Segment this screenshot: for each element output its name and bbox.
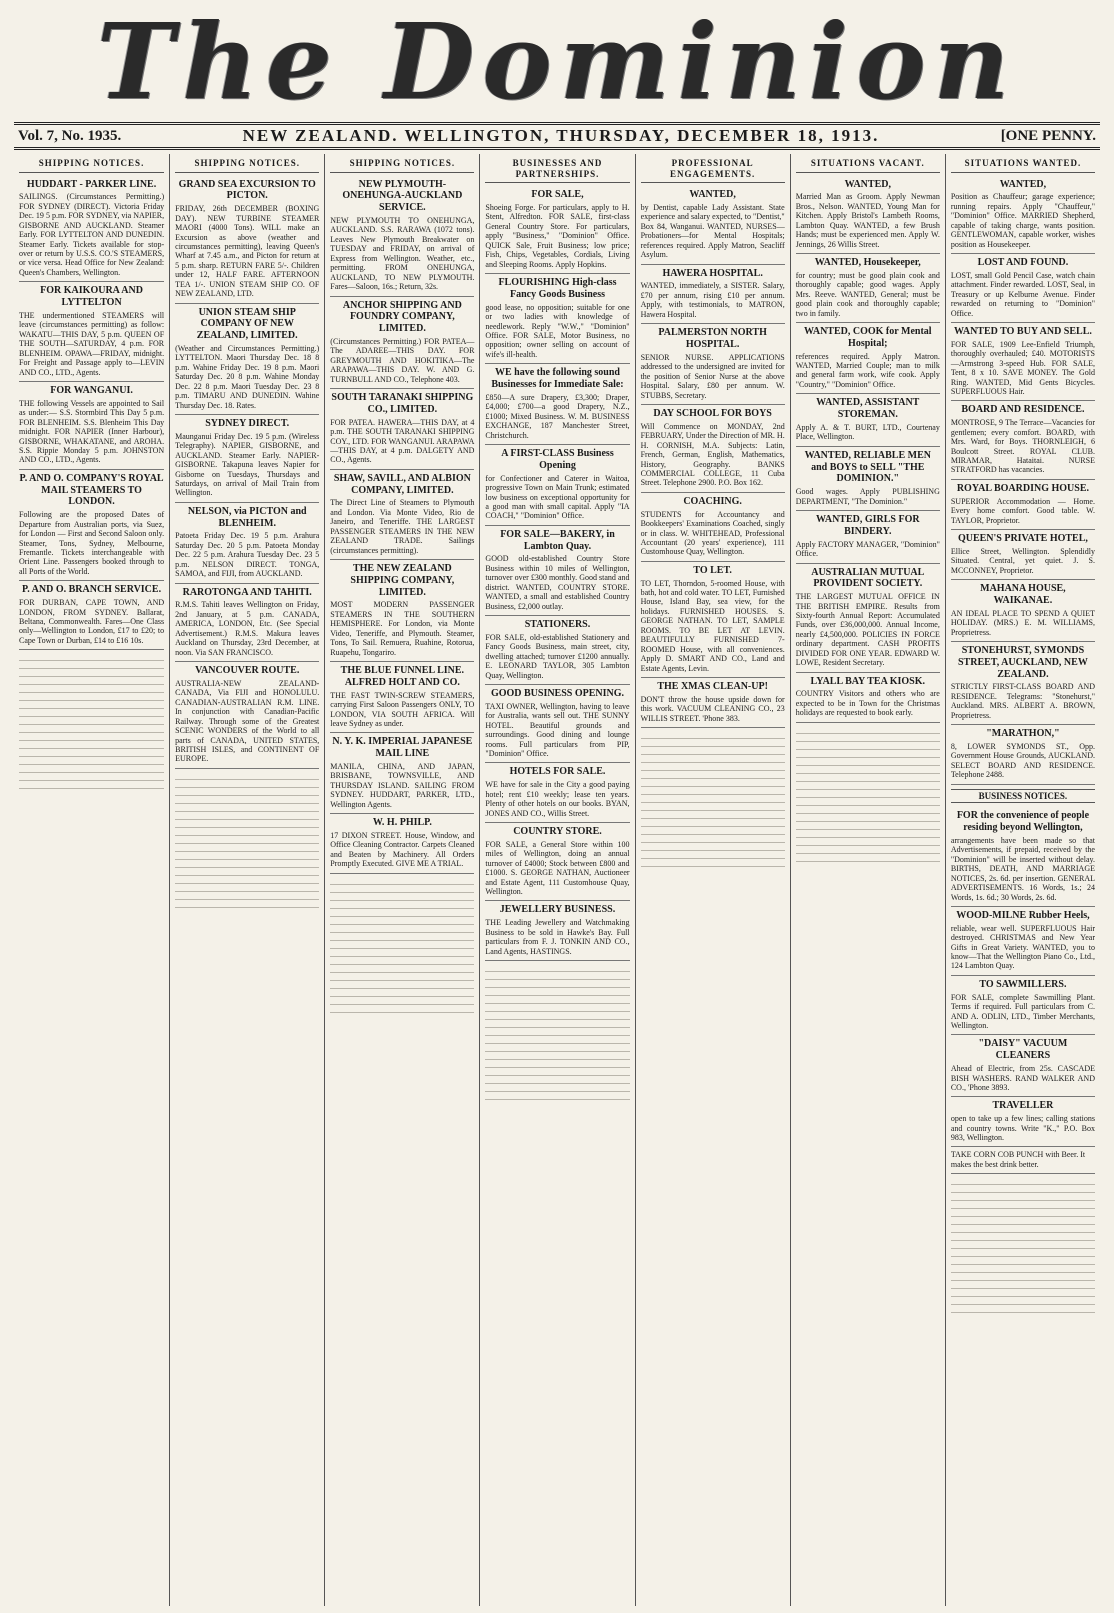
advertisement xyxy=(19,470,164,581)
advertisement xyxy=(951,725,1095,785)
advertisement xyxy=(175,304,319,415)
advertisement xyxy=(330,662,474,733)
advertisement-title: FLOURISHING High-class Fancy Goods Business xyxy=(498,277,617,300)
advertisement-title: WANTED TO BUY AND SELL. xyxy=(953,326,1092,338)
advertisement-title: COACHING. xyxy=(683,495,742,507)
advertisement-body: SAILINGS. (Circumstances Permitting.) FOR SYDNEY (DIRECT). Victoria Friday Dec. 19 5 p.m. FOR SYDNEY, via NAPIER, GISBORNE AND AUCKLAND. Steamer Early. FOR LYTTELTON AND DUNEDIN. Steamer Early. Tickets available for stop-over or return by U.S.S. CO.'S STEAMERS, or vice versa. Head Office for New Zealand: Queen's Chambers, Wellington. xyxy=(19,192,165,277)
business-notice-title: WOOD-MILNE Rubber Heels, xyxy=(956,909,1090,921)
advertisement-title: MAHANA HOUSE, WAIKANAE. xyxy=(980,583,1066,606)
advertisement-title: NELSON, via PICTON and BLENHEIM. xyxy=(187,505,307,529)
dense-text-filler xyxy=(330,877,474,1017)
advertisement-title: WANTED, Housekeeper, xyxy=(814,257,921,269)
advertisement-body: FOR DURBAN, CAPE TOWN, AND LONDON, FROM SYDNEY. Ballarat, Beltana, Commonwealth. Fares—One Class only—Wellington to London, £17 to £20; to Cape Town or Durban, £14 to £16 10s. xyxy=(19,598,165,645)
business-notice xyxy=(951,807,1095,907)
advertisement-body: Apply A. & T. BURT, LTD., Courtenay Place, Wellington. xyxy=(795,422,940,442)
advertisement-title: JEWELLERY BUSINESS. xyxy=(499,904,616,916)
advertisement xyxy=(485,526,629,616)
business-notice-body: Ahead of Electric, from 25s. CASCADE BISH WASHERS. RAND WALKER AND CO., 'Phone 3893. xyxy=(950,1064,1095,1092)
advertisement xyxy=(485,763,629,823)
advertisement-title: WANTED, ASSISTANT STOREMAN. xyxy=(816,397,920,421)
advertisement xyxy=(485,685,629,763)
advertisement-title: WANTED, COOK for Mental Hospital; xyxy=(803,326,932,349)
advertisement-title: QUEEN'S PRIVATE HOTEL, xyxy=(957,532,1088,544)
advertisement-body: TAXI OWNER, Wellington, having to leave for Australia, wants sell out. THE SUNNY HOTEL. Beautiful grounds and surroundings. Good dining and lounge rooms. Full particulars from PIP, "Dominion" Office. xyxy=(485,701,630,759)
advertisement-title: WE have the following sound Businesses for Immediate Sale: xyxy=(491,367,624,391)
advertisement-title: SOUTH TARANAKI SHIPPING CO., LIMITED. xyxy=(331,392,474,415)
column-6 xyxy=(790,154,945,1606)
advertisement-body: THE LARGEST MUTUAL OFFICE IN THE BRITISH EMPIRE. Results from Sixty-fourth Annual Report: Accumulated Funds, over £36,000,000. Annual Income, nearly £4,500,000. POLICIES IN FORCE ordinary department. CASH PROFITS DIVIDED FOR ONE YEAR. EDWARD W. LOWE, Resident Secretary. xyxy=(795,592,940,668)
advertisement-title: RAROTONGA AND TAHITI. xyxy=(182,586,312,598)
advertisement-body: Married Man as Groom. Apply Newman Bros., Nelson. WANTED, Young Man for Kitchen. Apply Bristol's Lambeth Rooms, Lambton Quay. WANTED, a few Brush Hands; must be experienced men. Apply W. Jennings, 26 Willis Street. xyxy=(795,192,940,249)
advertisement-body: FOR SALE, old-established Stationery and Fancy Goods Business, main street, city, dwelling attached; turnover £1200 annually. E. LEONARD TAYLOR, 305 Lambton Quay, Wellington. xyxy=(485,632,630,680)
advertisement-body: GOOD old-established Country Store Business within 10 miles of Wellington, turnover over £300 monthly. Good stand and district. WANTED, COUNTRY STORE. WANTED, a small and established Country Business, £2,000 outlay. xyxy=(485,554,630,611)
advertisement xyxy=(641,186,785,264)
advertisement-body: Good wages. Apply PUBLISHING DEPARTMENT, "The Dominion." xyxy=(795,487,940,506)
column-heading: SITUATIONS VACANT. xyxy=(796,156,940,173)
advertisement-body: AN IDEAL PLACE TO SPEND A QUIET HOLIDAY. (MRS.) E. M. WILLIAMS, Proprietress. xyxy=(950,608,1095,637)
advertisement-body: FOR SALE, 1909 Lee-Enfield Triumph, thoroughly overhauled; £40. MOTORISTS—Armstrong 3-speed Hub. FOR SALE, Tent, 8 x 10. SAVE MONEY. The Gold Ring. WANTED, Mid Gents Bicycles. SUPERFLUOUS Hair. xyxy=(950,339,1095,396)
advertisement-title: HAWERA HOSPITAL. xyxy=(662,267,763,279)
advertisement xyxy=(330,176,474,297)
advertisement-body: MONTROSE, 9 The Terrace—Vacancies for gentlemen; every comfort. BOARD, with Mrs. Ward, for Boys. THORNLEIGH, 6 Boulcott Street. ROYAL CLUB. MIRAMAR, Hataitai. NURSE STRATFORD has vacancies. xyxy=(950,418,1095,475)
columns-grid xyxy=(14,154,1100,1606)
dense-text-filler xyxy=(951,1177,1095,1317)
advertisement-title: BOARD AND RESIDENCE. xyxy=(961,404,1085,416)
advertisement xyxy=(641,265,785,325)
advertisement xyxy=(485,445,629,526)
column-3 xyxy=(324,154,479,1606)
advertisement xyxy=(796,673,940,723)
dateline xyxy=(14,122,1100,150)
advertisement xyxy=(796,323,940,394)
advertisement-body: Patoeta Friday Dec. 19 5 p.m. Arahura Saturday Dec. 20 5 p.m. Patoeta Monday Dec. 22 5 p.m. Arahura Tuesday Dec. 23 5 p.m. NELSON DIRECT. TONGA, SAMOA, and FIJI, from AUCKLAND. xyxy=(175,531,320,579)
advertisement xyxy=(175,415,319,503)
advertisement xyxy=(19,176,164,283)
advertisement-title: THE BLUE FUNNEL LINE. ALFRED HOLT AND CO. xyxy=(340,665,465,688)
advertisement-title: ROYAL BOARDING HOUSE. xyxy=(956,482,1089,494)
advertisement xyxy=(641,562,785,678)
volume-number: Vol. 7, No. 1935. xyxy=(18,127,122,144)
advertisement xyxy=(175,503,319,584)
advertisement-body: MOST MODERN PASSENGER STEAMERS IN THE SOUTHERN HEMISPHERE. For London, via Monte Video, Teneriffe, and Plymouth. Steamer, Tons, To Sail. Remuera, Ruahine, Rotorua, Ruapehu, Tongariro. xyxy=(330,600,475,657)
advertisement-body: LOST, small Gold Pencil Case, watch chain attachment. Finder rewarded. LOST, Seal, in Treasury or up Kelburne Avenue. Finder rewarded on returning to "Dominion" Office. xyxy=(950,270,1095,318)
advertisement xyxy=(951,401,1095,479)
advertisement xyxy=(485,823,629,901)
dense-text-filler xyxy=(485,964,629,1104)
advertisement-body: 17 DIXON STREET. House, Window, and Office Cleaning Contractor. Carpets Cleaned and Beaten by Machinery. All Orders Promptly Executed. GIVE ME A TRIAL. xyxy=(330,831,475,869)
price: [ONE PENNY. xyxy=(1000,127,1096,144)
advertisement-title: THE NEW ZEALAND SHIPPING COMPANY, LIMITED. xyxy=(350,563,455,598)
advertisement xyxy=(330,814,474,874)
advertisement-title: ANCHOR SHIPPING AND FOUNDRY COMPANY, LIMITED. xyxy=(342,299,462,335)
advertisement xyxy=(19,382,164,470)
column-heading: SHIPPING NOTICES. xyxy=(175,156,319,173)
advertisement-body: £850—A sure Drapery, £3,300; Draper, £4,000; £700—a good Drapery, N.Z., £1000; Mixed Business. W. M. BUSINESS EXCHANGE, 187 Manchester Street, Christchurch. xyxy=(485,392,630,440)
advertisement-body: FOR PATEA. HAWERA—THIS DAY, at 4 p.m. THE SOUTH TARANAKI SHIPPING COY., LTD. FOR WANGANUI. ARAPAWA—THIS DAY, at 4 p.m. DALGETY AND CO., Agents. xyxy=(330,417,475,465)
advertisement xyxy=(485,274,629,364)
column-heading: SHIPPING NOTICES. xyxy=(330,156,474,173)
advertisement-body: NEW PLYMOUTH TO ONEHUNGA, AUCKLAND. S.S. RARAWA (1072 tons). Leaves New Plymouth Breakwater on TUESDAY and FRIDAY, on arrival of Express from Wellington. Weather, etc., permitting. FROM ONEHUNGA, AUCKLAND, TO NEW PLYMOUTH. Fares—Saloon, 16s.; Return, 32s. xyxy=(330,216,475,292)
advertisement-title: FOR SALE, xyxy=(531,189,584,201)
advertisement xyxy=(796,176,940,254)
business-notice-title: FOR the convenience of people residing beyond Wellington, xyxy=(956,810,1090,834)
dense-text-filler xyxy=(19,653,164,793)
advertisement xyxy=(330,560,474,662)
advertisement-title: WANTED, xyxy=(844,178,891,190)
column-heading: PROFESSIONAL ENGAGEMENTS. xyxy=(641,156,785,183)
advertisement-body: (Circumstances Permitting.) FOR PATEA—The ADAREE—THIS DAY. FOR GREYMOUTH AND HOKITIKA—The ARAPAWA—THIS DAY. W. AND G. TURNBULL AND CO., Telephone 403. xyxy=(330,336,475,384)
advertisement xyxy=(951,642,1095,725)
advertisement xyxy=(19,282,164,382)
advertisement xyxy=(485,364,629,445)
advertisement-body: Ellice Street, Wellington. Splendidly Situated. Central, yet quiet. J. S. MCCONNEY, Proprietor. xyxy=(950,546,1095,575)
business-notice-body: reliable, wear well. SUPERFLUOUS Hair destroyed. CHRISTMAS and New Year Gifts in Great Variety. WANTED, you to know—That the Wellington Piano Co., Ltd., 124 Lambton Quay. xyxy=(950,923,1095,971)
advertisement-title: THE XMAS CLEAN-UP! xyxy=(657,680,768,692)
column-1 xyxy=(14,154,169,1606)
advertisement xyxy=(641,493,785,562)
advertisement-title: AUSTRALIAN MUTUAL PROVIDENT SOCIETY. xyxy=(811,566,925,590)
advertisement-title: NEW PLYMOUTH-ONEHUNGA-AUCKLAND SERVICE. xyxy=(342,178,463,214)
advertisement-title: A FIRST-CLASS Business Opening xyxy=(501,448,614,471)
business-notice-title: TO SAWMILLERS. xyxy=(979,978,1067,990)
advertisement xyxy=(485,901,629,961)
advertisement-body: FRIDAY, 26th DECEMBER (BOXING DAY). NEW TURBINE STEAMER MAORI (4000 Tons). WILL make an Excursion as above (weather and circumstances permitting), leaving Queen's Wharf at 7.45 a.m., and Picton for return at 5 p.m. sharp. RETURN FARE 5/-. Children under 12, HALF FARE. AFTERNOON TEA 1/-. UNION STEAM SHIP CO. OF NEW ZEALAND, LTD. xyxy=(175,204,320,299)
business-notices-heading: BUSINESS NOTICES. xyxy=(951,789,1095,804)
advertisement-body: STUDENTS for Accountancy and Bookkeepers' Examinations Coached, singly or in class. W. WHITEHEAD, Professional Accountant (20 years' experience), 111 Customhouse Quay, Wellington. xyxy=(640,509,785,557)
advertisement xyxy=(641,405,785,493)
advertisement-title: FOR KAIKOURA AND LYTTELTON xyxy=(40,285,143,309)
business-notice xyxy=(951,907,1095,976)
advertisement-title: STONEHURST, SYMONDS STREET, AUCKLAND, NEW ZEALAND. xyxy=(957,644,1088,680)
advertisement-title: SYDNEY DIRECT. xyxy=(205,418,290,430)
dense-text-filler xyxy=(796,726,940,866)
advertisement-title: UNION STEAM SHIP COMPANY OF NEW ZEALAND, LIMITED. xyxy=(196,306,298,342)
corn-cob-punch-notice: TAKE CORN COB PUNCH with Beer. It makes the best drink better. xyxy=(951,1147,1095,1174)
advertisement-title: DAY SCHOOL FOR BOYS xyxy=(653,407,772,419)
advertisement-body: R.M.S. Tahiti leaves Wellington on Friday, 2nd January, at 5 p.m. CANADA, AMERICA, LONDON, Etc. (See Special Advertisement.) R.M.S. Makura leaves Auckland on Thursday, 23rd December, at noon. Via SAN FRANCISCO. xyxy=(175,600,320,657)
advertisement-body: STRICTLY FIRST-CLASS BOARD AND RESIDENCE. Telegrams: "Stonehurst," Auckland. MRS. ALBERT A. BROWN, Proprietress. xyxy=(950,682,1095,720)
advertisement xyxy=(951,323,1095,401)
advertisement-body: COUNTRY Visitors and others who are expected to be in Town for the Christmas holidays are requested to book early. xyxy=(795,689,940,718)
advertisement xyxy=(951,480,1095,530)
advertisement-body: references required. Apply Matron. WANTED, Married Couple; man to milk and general farm work, wife cook. Apply "Country," "Dominion" Office. xyxy=(795,351,940,389)
advertisement-body: THE undermentioned STEAMERS will leave (circumstances permitting) as follow: WAKATU—THIS DAY, 5 p.m. QUEEN OF THE SOUTH—SATURDAY, 4 p.m. FOR BLENHEIM. OPAWA—FRIDAY, midnight. For Freight and Passage apply to—LEVIN AND CO., LTD., Agents. xyxy=(19,310,165,377)
advertisement-title: SHAW, SAVILL, AND ALBION COMPANY, LIMITED. xyxy=(333,472,471,496)
dense-text-filler xyxy=(641,731,785,871)
advertisement-body: Maunganui Friday Dec. 19 5 p.m. (Wireless Telegraphy). NAPIER, GISBORNE, and AUCKLAND. Steamer Early. NAPIER-GISBORNE. Takapuna leaves Napier for Gisborne on Tuesdays, Thursdays and Saturdays, on arrival of Mail Train from Wellington. xyxy=(175,431,320,498)
advertisement xyxy=(951,176,1095,254)
advertisement-body: MANILA, CHINA, AND JAPAN, BRISBANE, TOWNSVILLE, AND THURSDAY ISLAND. SAILING FROM SYDNEY. HUDDART, PARKER, LTD., Wellington Agents. xyxy=(330,762,475,809)
advertisement-body: AUSTRALIA-NEW ZEALAND-CANADA, Via FIJI and HONOLULU. CANADIAN-AUSTRALIAN R.M. LINE. In conjunction with Canadian-Pacific Railway. Through some of the Greatest SCENIC WONDERS of the World to all parts of CANADA, UNITED STATES, BRITISH ISLES, and CONTINENT OF EUROPE. xyxy=(175,678,320,764)
dense-text-filler xyxy=(175,772,319,912)
advertisement-title: W. H. PHILP. xyxy=(372,817,432,829)
advertisement xyxy=(641,324,785,405)
advertisement-title: PALMERSTON NORTH HOSPITAL. xyxy=(658,327,767,350)
column-heading: SITUATIONS WANTED. xyxy=(951,156,1095,173)
business-notice-title: "DAISY" VACUUM CLEANERS xyxy=(978,1038,1068,1062)
advertisement-body: by Dentist, capable Lady Assistant. State experience and salary expected, to "Dentist," Box 84, Wanganui. WANTED, NURSES—Probationers—for Mental Hospitals; references required. Apply Matron, Seacliff Asylum. xyxy=(640,203,785,260)
advertisement-body: THE following Vessels are appointed to Sail as under:— S.S. Stormbird This Day 5 p.m. FOR BLENHEIM. S.S. Blenheim This Day midnight. FOR NAPIER (Inner Harbour), GISBORNE, WHAKATANE, and AROHA. S.S. Rippie Monday 5 p.m. JOHNSTON AND CO., LTD., Agents. xyxy=(19,398,165,465)
advertisement-body: SENIOR NURSE. APPLICATIONS addressed to the undersigned are invited for the position of Senior Nurse at the above Hospital. Salary, £80 per annum. W. STUBBS, Secretary. xyxy=(640,352,785,400)
advertisement-title: GRAND SEA EXCURSION TO PICTON. xyxy=(178,178,316,202)
advertisement xyxy=(330,297,474,390)
advertisement xyxy=(796,447,940,511)
advertisement-title: HUDDART - PARKER LINE. xyxy=(26,178,157,190)
advertisement-body: Position as Chauffeur; garage experience; running repairs. Apply "Chauffeur," "Dominion" Office. MARRIED Shepherd, capable of taking charge, wants position. GENTLEWOMAN, capable worker, wishes position as Housekeeper. xyxy=(950,192,1095,249)
advertisement-title: N. Y. K. IMPERIAL JAPANESE MAIL LINE xyxy=(332,736,473,760)
advertisement-title: VANCOUVER ROUTE. xyxy=(195,665,300,677)
advertisement-body: Apply FACTORY MANAGER, "Dominion" Office. xyxy=(795,539,940,559)
business-notice xyxy=(951,1035,1095,1097)
advertisement xyxy=(951,580,1095,642)
advertisement-body: WE have for sale in the City a good paying hotel; rent £10 weekly; lease ten years. Plenty of other hotels on our books. BYAN, JONES AND CO., Willis Street. xyxy=(485,780,630,818)
business-notice-title: TRAVELLER xyxy=(992,1100,1054,1112)
advertisement-body: 8, LOWER SYMONDS ST., Opp. Government House Grounds, AUCKLAND. SELECT BOARD AND RESIDENCE. Telephone 2488. xyxy=(950,741,1095,780)
advertisement-title: "MARATHON," xyxy=(986,728,1060,740)
advertisement xyxy=(641,678,785,728)
advertisement xyxy=(796,511,940,563)
column-2 xyxy=(169,154,324,1606)
advertisement-body: THE FAST TWIN-SCREW STEAMERS, carrying First Saloon Passengers ONLY, TO LONDON, VIA SOUTH AFRICA. Will leave Sydney as under. xyxy=(330,690,475,728)
business-notice-body: arrangements have been made so that Advertisements, if prepaid, received by the "Dominion" will be inserted without delay. BIRTHS, DEATH, AND MARRIAGE NOTICES, 2s. 6d. per insertion. GENERAL ADVERTISEMENTS. 16 Words, 1s.; 24 Words, 1s. 6d.; 30 Words, 2s. 6d. xyxy=(950,835,1095,902)
advertisement-title: P. AND O. BRANCH SERVICE. xyxy=(22,584,162,596)
advertisement-title: WANTED, RELIABLE MEN and BOYS to SELL "THE DOMINION." xyxy=(804,449,931,485)
business-notice xyxy=(951,1097,1095,1147)
column-heading: SHIPPING NOTICES. xyxy=(19,156,164,173)
advertisement-title: WANTED, GIRLS FOR BINDERY. xyxy=(815,514,920,537)
advertisement xyxy=(951,530,1095,580)
place-date: NEW ZEALAND. WELLINGTON, THURSDAY, DECEMBER 18, 1913. xyxy=(242,126,880,145)
advertisement xyxy=(485,186,629,274)
advertisement xyxy=(796,394,940,446)
advertisement-title: GOOD BUSINESS OPENING. xyxy=(490,688,625,700)
advertisement-body: (Weather and Circumstances Permitting.) LYTTELTON. Maori Thursday Dec. 18 8 p.m. Wahine Friday Dec. 19 8 p.m. Maori Saturday Dec. 20 8 p.m. Wahine Monday Dec. 22 8 p.m. Maori Tuesday Dec. 23 8 p.m. TIMARU AND DUNEDIN. Wahine Thursday Dec. 18. Rates. xyxy=(175,343,320,410)
advertisement-title: P. AND O. COMPANY'S ROYAL MAIL STEAMERS TO LONDON. xyxy=(19,472,164,508)
advertisement-body: SUPERIOR Accommodation — Home. Every home comfort. Good table. W. TAYLOR, Proprietor. xyxy=(950,496,1095,525)
advertisement-title: LOST AND FOUND. xyxy=(977,257,1069,269)
masthead-title: The Dominion xyxy=(96,0,1018,123)
column-7 xyxy=(945,154,1100,1606)
advertisement-body: TO LET, Thorndon, 5-roomed House, with bath, hot and cold water. TO LET, Furnished House, Island Bay, sea view, for the holidays. FURNISHED HOUSES. S. GEORGE NATHAN. TO LET, SAMPLE ROOMS. TO BE LET AT LEVIN. BEAUTIFULLY FURNISHED 7-ROOMED House, with all conveniences. Apply D. SMART AND CO., Land and Estate Agents, Levin. xyxy=(640,578,785,673)
advertisement-body: for Confectioner and Caterer in Waitoa, progressive Town on Main Trunk; estimated low business on exceptional opportunity for a good man with small capital. Apply "IA COACH," "Dominion" Office. xyxy=(485,473,630,521)
advertisement-title: TO LET. xyxy=(693,564,732,576)
advertisement-title: WANTED, xyxy=(999,178,1047,190)
advertisement-body: Following are the proposed Dates of Departure from Australian ports, via Suez, for London — First and Second Saloon only. Steamer, Tons, Sydney, Melbourne, Fremantle. Tickets interchangeable with Orient Line. Passengers booked through to all Ports of the World. xyxy=(19,510,165,576)
advertisement xyxy=(330,389,474,470)
advertisement-title: HOTELS FOR SALE. xyxy=(509,766,606,778)
advertisement xyxy=(19,581,164,650)
business-notice xyxy=(951,976,1095,1036)
advertisement xyxy=(175,662,319,769)
advertisement-body: WANTED, immediately, a SISTER. Salary, £70 per annum, rising £10 per annum. Apply, with testimonials, to MATRON, Hawera Hospital. xyxy=(640,281,785,319)
business-notice-body: FOR SALE, complete Sawmilling Plant. Terms if required. Full particulars from C. AND A. ODLIN, LTD., Timber Merchants, Wellington. xyxy=(950,992,1095,1031)
advertisement-body: THE Leading Jewellery and Watchmaking Business to be sold in Hawke's Bay. Full particulars from F. J. TONKIN AND CO., Land Agents, HASTINGS. xyxy=(485,918,630,956)
advertisement-title: LYALL BAY TEA KIOSK. xyxy=(810,675,926,687)
business-notice-body: open to take up a few lines; calling stations and country towns. Write "K.," P.O. Box 983, Wellington. xyxy=(950,1114,1095,1143)
advertisement-title: COUNTRY STORE. xyxy=(513,826,602,838)
advertisement-body: The Direct Line of Steamers to Plymouth and London. Via Monte Video, Rio de Janeiro, and Teneriffe. THE LARGEST PASSENGER STEAMERS IN THE NEW ZEALAND TRADE. Sailings (circumstances permitting). xyxy=(330,498,475,555)
advertisement xyxy=(951,254,1095,323)
advertisement-title: STATIONERS. xyxy=(524,619,591,631)
advertisement-body: Shoeing Forge. For particulars, apply to H. Stent, Alfredton. FOR SALE, first-class General Country Store. For particulars, apply "Business," "Dominion" Office. QUICK Sale, Fruit Business; low price; Fish, Chips, Vegetables, Cordials, Living and Sleeping Rooms. Apply Hopkins. xyxy=(485,203,630,269)
advertisement-body: good lease, no opposition; suitable for one or two ladies with knowledge of needlework. Reply "W.W.," "Dominion" Office. FOR SALE, Motor Business, no opposition; owner selling on account of wife's ill-health. xyxy=(485,302,630,359)
advertisement-title: FOR WANGANUI. xyxy=(50,385,133,396)
column-5 xyxy=(635,154,790,1606)
advertisement-title: WANTED, xyxy=(689,189,736,201)
advertisement xyxy=(175,584,319,662)
advertisement-body: DON'T throw the house upside down for this work. VACUUM CLEANING CO., 23 WILLIS STREET. 'Phone 383. xyxy=(640,694,785,723)
advertisement xyxy=(330,733,474,814)
column-4 xyxy=(479,154,634,1606)
column-heading: BUSINESSES AND PARTNERSHIPS. xyxy=(485,156,629,183)
advertisement-body: Will Commence on MONDAY, 2nd FEBRUARY, Under the Direction of MR. H. H. CORNISH, M.A. Subjects: Latin, French, German, English, Mathematics, History, Geography. BANKS COMMERCIAL COLLEGE, 11 Cuba Street. Telephone 2900. P.O. Box 162. xyxy=(640,421,785,488)
advertisement-body: for country; must be good plain cook and thoroughly capable; good wages. Apply Mrs. Reeve. WANTED, General; must be good plain cook and thoroughly capable; two in family. xyxy=(795,270,940,318)
advertisement xyxy=(796,254,940,323)
advertisement xyxy=(796,564,940,673)
advertisement-body: FOR SALE, a General Store within 100 miles of Wellington, doing an annual turnover of £4000; Stock between £800 and £1000. S. GEORGE NATHAN, Auctioneer and Estate Agent, 111 Customhouse Quay, Wellington. xyxy=(485,839,630,897)
advertisement xyxy=(330,470,474,560)
advertisement xyxy=(175,176,319,304)
advertisement xyxy=(485,616,629,685)
advertisement-title: FOR SALE—BAKERY, in Lambton Quay. xyxy=(500,528,615,552)
